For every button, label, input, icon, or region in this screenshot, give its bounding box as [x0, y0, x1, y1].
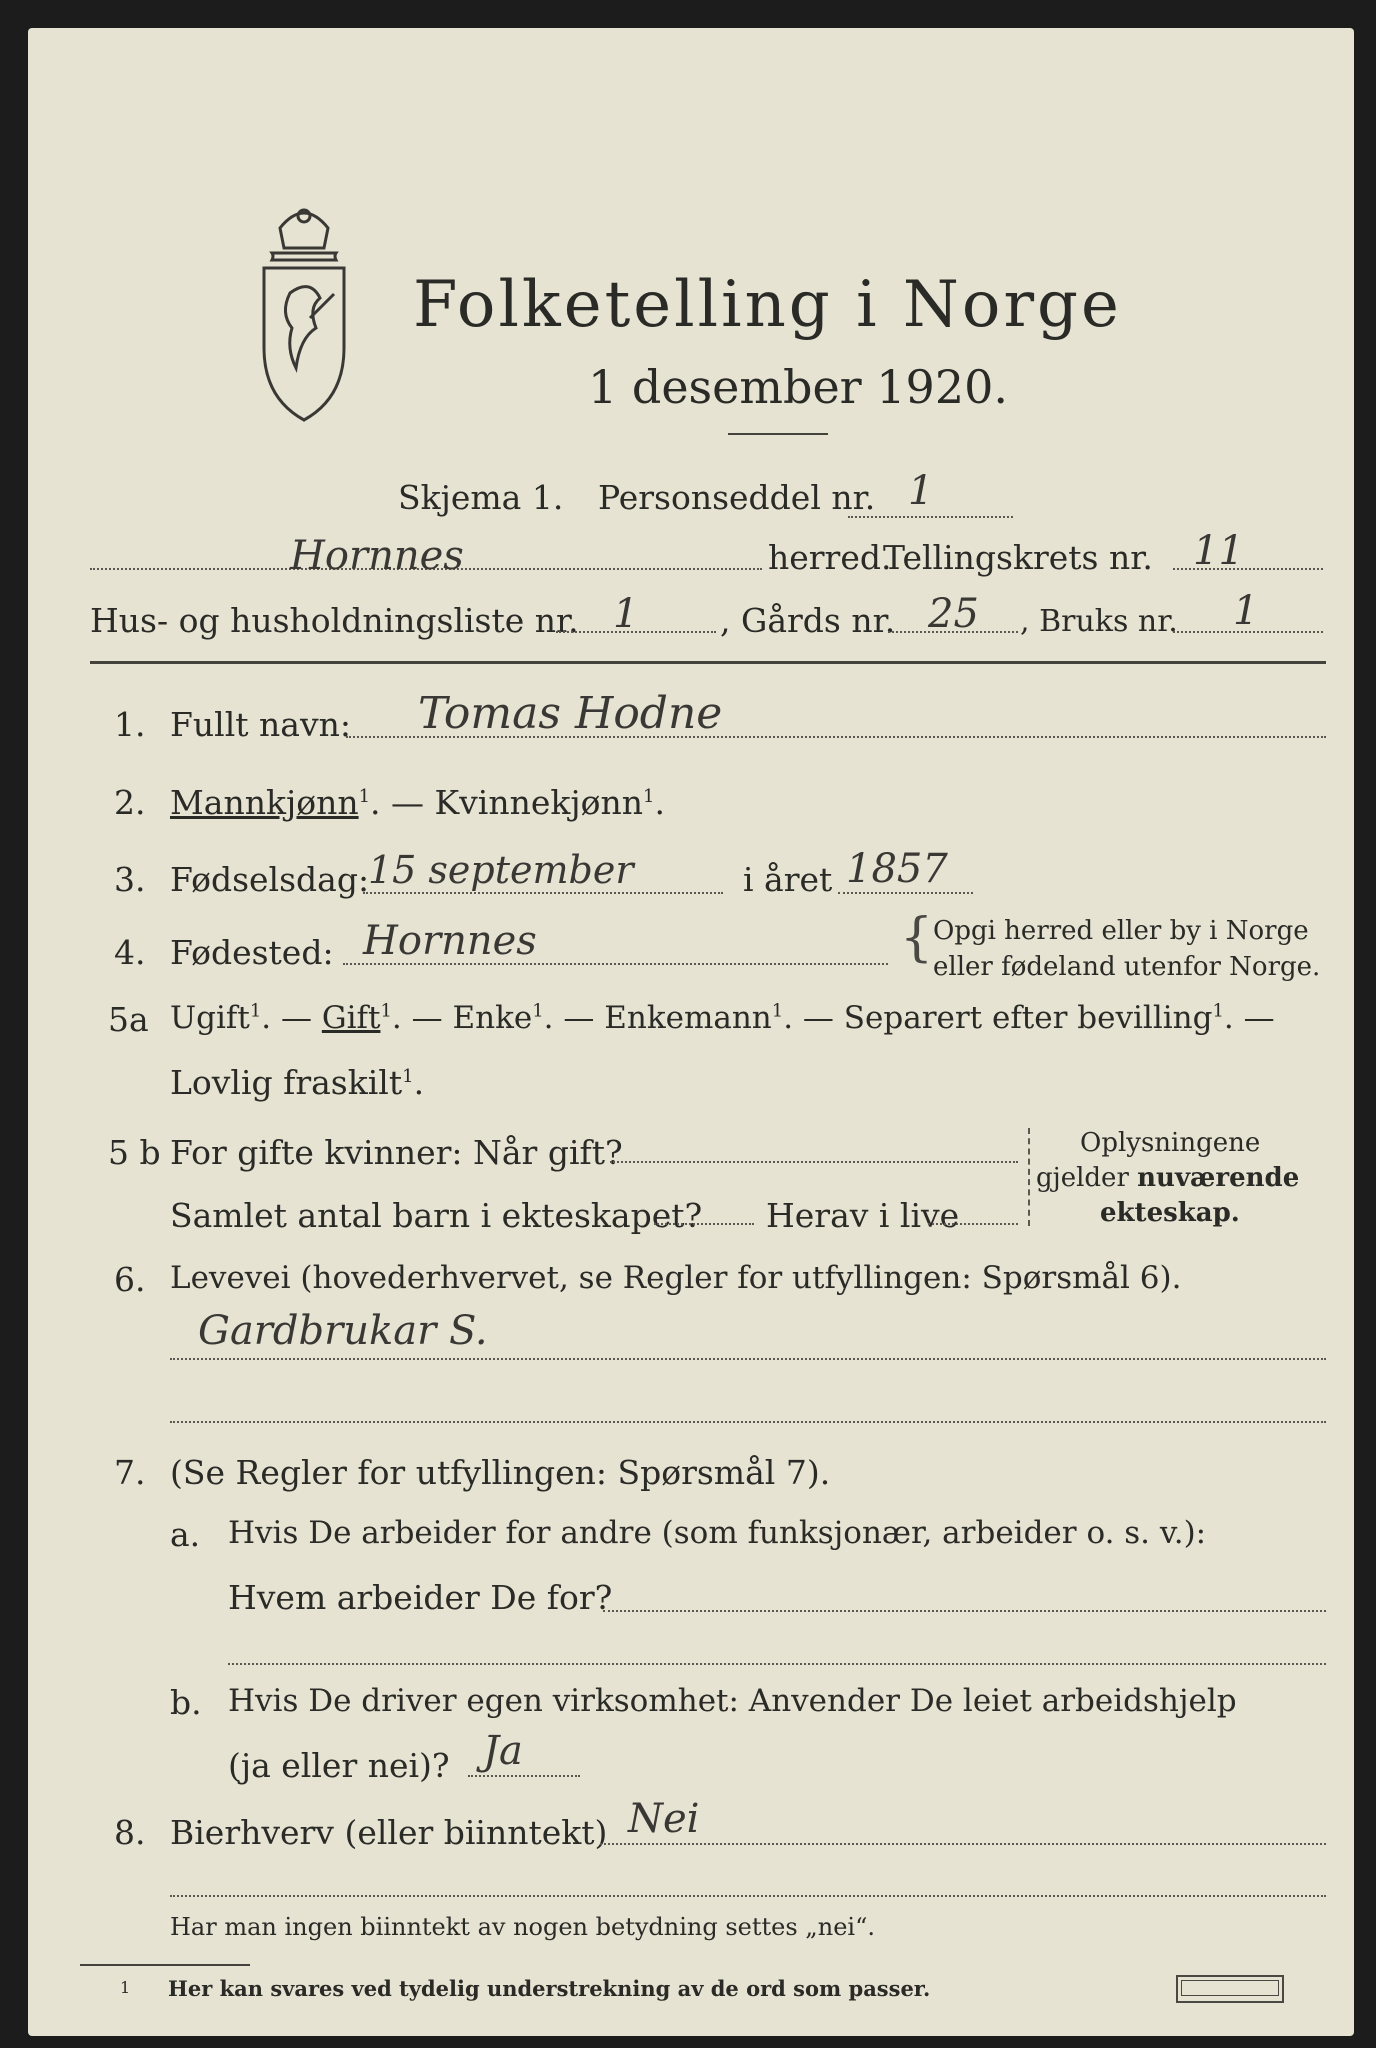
coat-of-arms-icon [250, 198, 358, 423]
q3-line [363, 892, 723, 894]
gards-label: , Gårds nr. [720, 601, 896, 640]
q3-year-line [838, 892, 973, 894]
q5b-bracket [1028, 1128, 1030, 1226]
q5b-note-2: gjelder nuværende [1036, 1163, 1300, 1193]
q3-number: 3. [114, 860, 146, 899]
q8-number: 8. [114, 1813, 146, 1852]
employs-help-value[interactable]: Ja [483, 1728, 523, 1774]
q2-gender: Mannkjønn$^1$. — Kvinnekjønn$^1$. [170, 783, 665, 822]
q4-note-1: Opgi herred eller by i Norge [933, 916, 1309, 946]
ugift-option[interactable]: Ugift [170, 1000, 250, 1036]
q4-brace: { [900, 908, 934, 968]
census-form [28, 28, 1354, 2036]
q7a-line-2: Hvem arbeider De for? [228, 1578, 613, 1617]
q3-label: Fødselsdag: [170, 860, 370, 899]
q7a-line-1: Hvis De arbeider for andre (som funksjonær, arbeider o. s. v.): [228, 1515, 1207, 1551]
birthday-value[interactable]: 15 september [368, 848, 634, 892]
herred-label: herred. [768, 538, 892, 577]
birthplace-value[interactable]: Hornnes [363, 918, 537, 964]
q3-year-label: i året [743, 860, 833, 899]
herred-value[interactable]: Hornnes [290, 533, 464, 579]
q4-number: 4. [114, 933, 146, 972]
census-date: 1 desember 1920. [588, 360, 1008, 414]
personseddel-line [848, 516, 1013, 518]
q5b-line-2 [654, 1223, 754, 1225]
q7b-answer-line [468, 1775, 580, 1777]
husliste-label: Hus- og husholdningsliste nr. [90, 601, 579, 640]
q8-label: Bierhverv (eller biinntekt) [170, 1813, 608, 1852]
schema-label: Skjema 1. [398, 478, 564, 517]
q5b-label-3: Herav i live [766, 1196, 960, 1235]
q4-note-2: eller fødeland utenfor Norge. [933, 952, 1321, 982]
fraskilt-option[interactable]: Lovlig fraskilt [170, 1063, 403, 1102]
side-income-value[interactable]: Nei [628, 1796, 700, 1842]
printer-stamp [1176, 1975, 1284, 2003]
husliste-value[interactable]: 1 [613, 591, 639, 637]
footer-note: Har man ingen biinntekt av nogen betydning settes „nei“. [170, 1913, 875, 1941]
female-option[interactable]: Kvinnekjønn [434, 783, 644, 822]
gards-value[interactable]: 25 [928, 591, 979, 637]
male-option[interactable]: Mannkjønn [170, 783, 359, 822]
q5a-number: 5a [108, 1000, 149, 1039]
gift-option[interactable]: Gift [321, 1000, 381, 1036]
tellingskrets-value[interactable]: 11 [1193, 528, 1244, 574]
q7b-line-1: Hvis De driver egen virksomhet: Anvender De leiet arbeidshjelp [228, 1683, 1237, 1719]
bruks-value[interactable]: 1 [1233, 588, 1259, 634]
q1-label: Fullt navn: [170, 705, 351, 744]
q7b-letter: b. [170, 1683, 202, 1722]
q4-label: Fødested: [170, 933, 334, 972]
birth-year-value[interactable]: 1857 [846, 846, 948, 892]
footnote-divider [80, 1964, 250, 1966]
q6-number: 6. [114, 1260, 146, 1299]
q7a-answer-line [603, 1610, 1326, 1612]
q8-extra-line [170, 1895, 1326, 1897]
q1-number: 1. [114, 705, 146, 744]
form-title: Folketelling i Norge [413, 268, 1122, 342]
q5b-number: 5 b [108, 1133, 161, 1172]
q7b-line-2: (ja eller nei)? [228, 1746, 450, 1785]
footnote-text: Her kan svares ved tydelig understrekning av de ord som passer. [168, 1976, 931, 2001]
q5b-label-2: Samlet antal barn i ekteskapet? [170, 1196, 703, 1235]
q6-line-1 [170, 1358, 1326, 1360]
q5a-options: Ugift$^1$. — Gift$^1$. — Enke$^1$. — Enkemann$^1$. — Separert efter bevilling$^1$. — [170, 1000, 1275, 1036]
q5a-options-2: Lovlig fraskilt$^1$. [170, 1063, 425, 1102]
tellingskrets-label: Tellingskrets nr. [883, 538, 1153, 577]
footnote-mark: 1 [120, 1978, 131, 1997]
enke-option[interactable]: Enke [452, 1000, 533, 1036]
occupation-value[interactable]: Gardbrukar S. [198, 1308, 488, 1354]
full-name-value[interactable]: Tomas Hodne [418, 688, 723, 739]
q7-label: (Se Regler for utfyllingen: Spørsmål 7). [170, 1453, 831, 1492]
bruks-label: , Bruks nr. [1020, 604, 1178, 639]
title-divider [728, 433, 828, 435]
q5b-label-1: For gifte kvinner: Når gift? [170, 1133, 623, 1172]
q2-number: 2. [114, 783, 146, 822]
q5b-line-1 [610, 1161, 1018, 1163]
q7-number: 7. [114, 1453, 146, 1492]
q5b-line-3 [928, 1223, 1018, 1225]
personseddel-value[interactable]: 1 [908, 468, 934, 514]
q6-line-2 [170, 1421, 1326, 1423]
separert-option[interactable]: Separert efter bevilling [843, 1000, 1213, 1036]
enkemann-option[interactable]: Enkemann [604, 1000, 772, 1036]
header-divider [90, 661, 1326, 664]
q5b-note-3: ekteskap. [1100, 1198, 1240, 1228]
personseddel-label: Personseddel nr. [598, 478, 876, 517]
q7a-letter: a. [170, 1515, 201, 1554]
q5b-note-1: Oplysningene [1080, 1128, 1261, 1158]
q8-line [600, 1843, 1326, 1845]
q7a-extra-line [228, 1663, 1326, 1665]
q6-label: Levevei (hovederhvervet, se Regler for utfyllingen: Spørsmål 6). [170, 1260, 1182, 1296]
